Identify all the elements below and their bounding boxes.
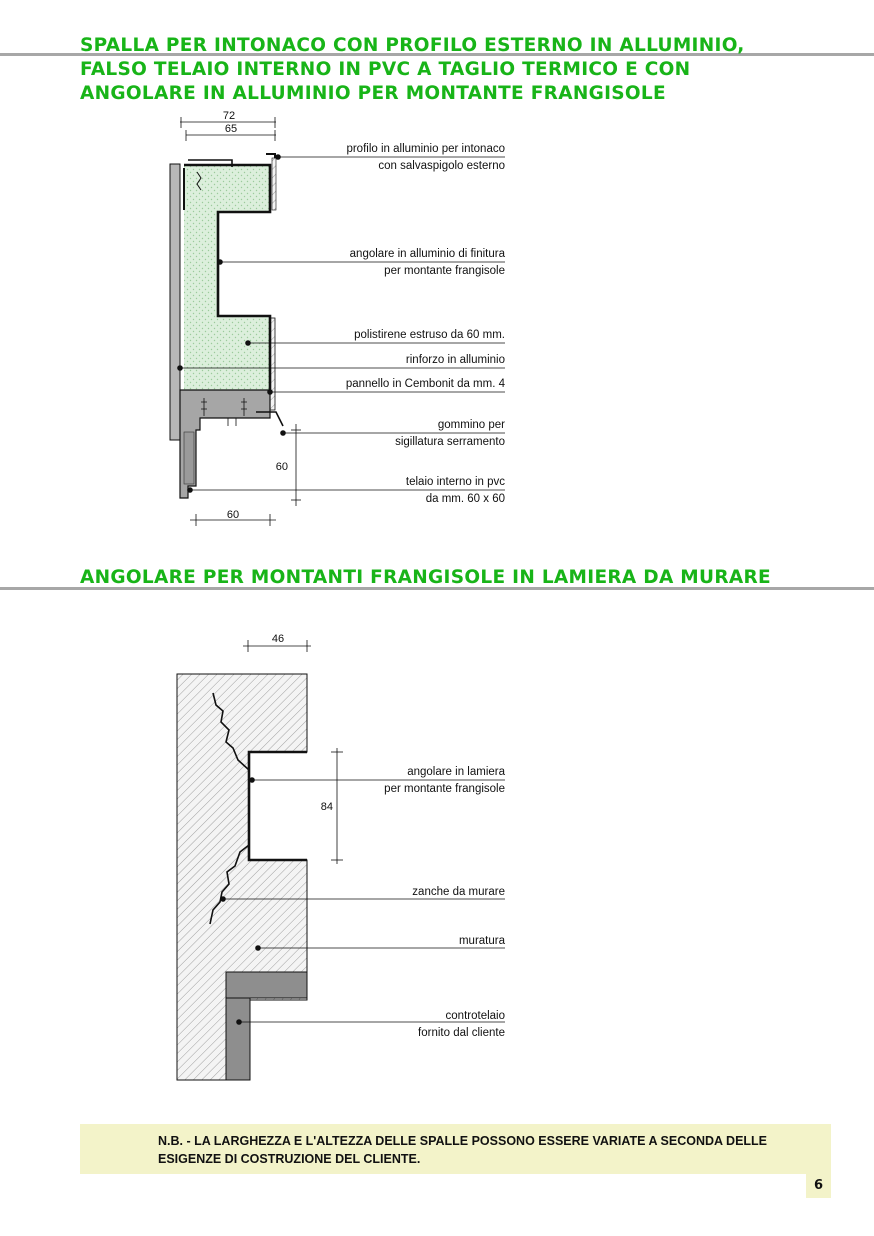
controtelaio: [226, 972, 307, 1080]
corner-bead: [266, 154, 275, 158]
label-aluminium-profile: con salvaspigolo esterno: [378, 160, 505, 172]
section1-title-line: FALSO TELAIO INTERNO IN PVC A TAGLIO TERMICO E CON: [80, 59, 691, 80]
outer-profile: [170, 164, 180, 440]
label-aluminium-profile: profilo in alluminio per intonaco: [346, 143, 505, 155]
label-masonry: muratura: [458, 935, 505, 947]
label-sheet-metal-angle: per montante frangisole: [384, 783, 505, 795]
sheet-metal-angle: [249, 752, 307, 860]
dimension-text: 60: [226, 509, 240, 521]
label-seal: sigillatura serramento: [395, 436, 505, 448]
note-box: [80, 1124, 831, 1174]
label-cembonit-panel: pannello in Cembonit da mm. 4: [345, 378, 505, 390]
label-seal: gommino per: [437, 419, 505, 431]
polystyrene-insulation: [184, 165, 270, 410]
label-controtelaio: fornito dal cliente: [418, 1027, 505, 1039]
section1-title-line: SPALLA PER INTONACO CON PROFILO ESTERNO IN ALLUMINIO,: [80, 35, 745, 56]
label-pvc-frame: telaio interno in pvc: [405, 476, 505, 488]
section2-drawing: [177, 633, 506, 1080]
label-sheet-metal-angle: angolare in lamiera: [407, 766, 505, 778]
label-finishing-angle: per montante frangisole: [384, 265, 505, 277]
label-reinforcement: rinforzo in alluminio: [405, 354, 505, 366]
label-pvc-frame: da mm. 60 x 60: [425, 493, 505, 505]
dimension-text: 84: [320, 801, 333, 813]
page-number: 6: [806, 1174, 831, 1198]
dimension-text: 46: [271, 633, 285, 645]
section1-drawing: [170, 110, 506, 526]
pvc-chamber: [184, 432, 194, 484]
label-controtelaio: controtelaio: [445, 1010, 505, 1022]
label-anchors: zanche da murare: [412, 886, 505, 898]
dimension-text: 72: [222, 110, 236, 122]
section2-title: ANGOLARE PER MONTANTI FRANGISOLE IN LAMIERA DA MURARE: [80, 567, 771, 588]
section1-title-line: ANGOLARE IN ALLUMINIO PER MONTANTE FRANGISOLE: [80, 83, 666, 104]
label-finishing-angle: angolare in alluminio di finitura: [349, 248, 505, 260]
plaster-strip: [272, 158, 276, 210]
note-text: N.B. - LA LARGHEZZA E L'ALTEZZA DELLE SPALLE POSSONO ESSERE VARIATE A SECONDA DELLE ESIGENZE DI COSTRUZIONE DEL CLIENTE.: [158, 1134, 768, 1166]
dimension-60-vertical: [291, 424, 301, 506]
label-polystyrene: polistirene estruso da 60 mm.: [354, 329, 505, 341]
dimension-text: 60: [275, 461, 288, 473]
dimension-text: 65: [224, 123, 238, 135]
